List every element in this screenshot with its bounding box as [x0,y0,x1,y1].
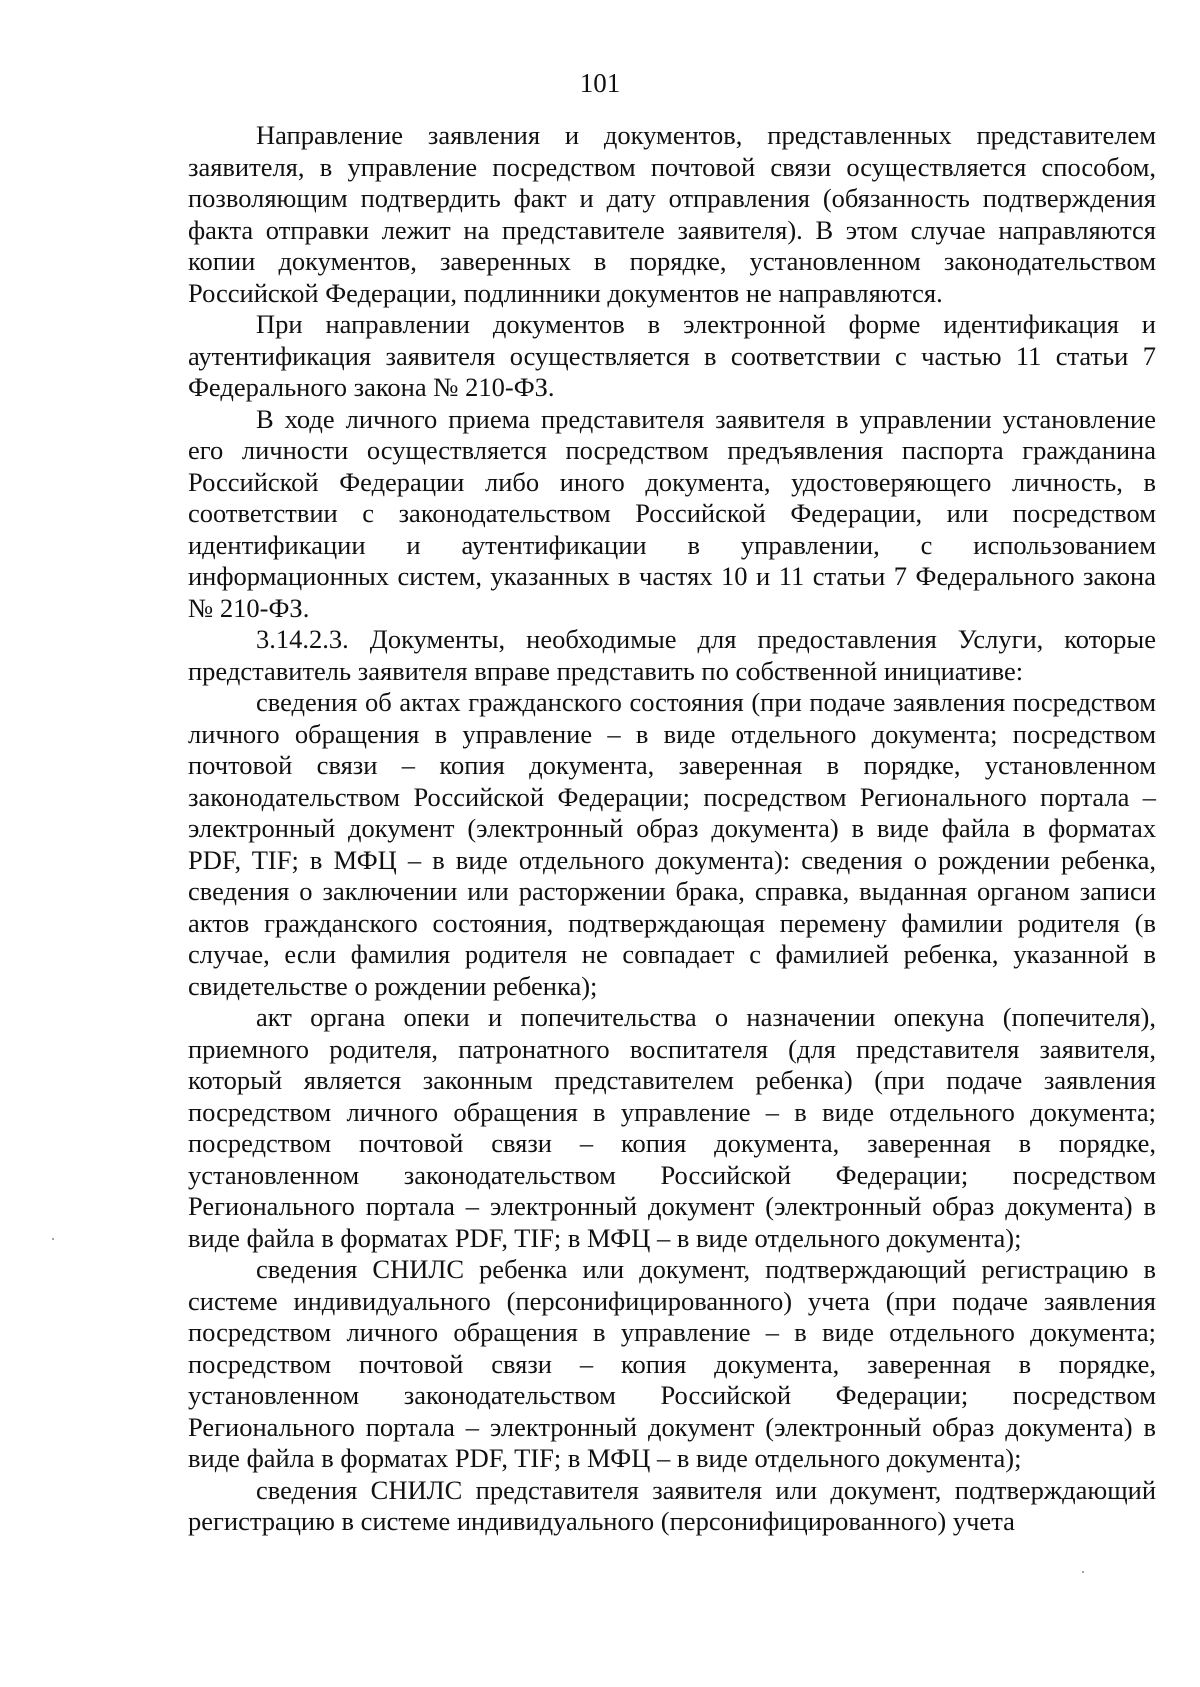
paragraph: сведения СНИЛС представителя заявителя или документ, подтверждающий регистрацию в системе индивидуального (персонифицированного) учета [188,1474,1156,1536]
scan-speck [52,1238,54,1240]
paragraph: В ходе личного приема представителя заявителя в управлении установление его личности осуществляется посредством предъявления паспорта гражданина Российской Федерации либо иного документа, удостоверяющего личность, в соответствии с законодательством Российской Федерации, или посредством идентификации и аутентификации в управлении, с использованием информационных систем, указанных в частях 10 и 11 статьи 7 Федерального закона № 210-ФЗ. [188,403,1156,623]
page-number: 101 [579,68,621,98]
document-body [188,120,1156,1538]
paragraph: При направлении документов в электронной форме идентификация и аутентификация заявителя осуществляется в соответствии с частью 11 статьи 7 Федерального закона № 210-ФЗ. [188,309,1156,402]
scan-speck [1082,1571,1084,1573]
paragraph: Направление заявления и документов, представленных представителем заявителя, в управление посредством почтовой связи осуществляется способом, позволяющим подтвердить факт и дату отправления (обязанность подтверждения факта отправки лежит на представителе заявителя). В этом случае направляются копии документов, заверенных в порядке, установленном законодательством Российской Федерации, подлинники документов не направляются. [188,120,1156,308]
paragraph: сведения об актах гражданского состояния (при подаче заявления посредством личного обращения в управление – в виде отдельного документа; посредством почтовой связи – копия документа, заверенная в порядке, установленном законодательством Российской Федерации; посредством Регионального портала – электронный документ (электронный образ документа) в виде файла в форматах PDF, TIF; в МФЦ – в виде отдельного документа): сведения о рождении ребенка, сведения о заключении или расторжении брака, справка, выданная органом записи актов гражданского состояния, подтверждающая перемену фамилии родителя (в случае, если фамилия родителя не совпадает с фамилией ребенка, указанной в свидетельстве о рождении ребенка); [188,687,1156,1001]
paragraph: акт органа опеки и попечительства о назначении опекуна (попечителя), приемного родителя, патронатного воспитателя (для представителя заявителя, который является законным представителем ребенка) (при подаче заявления посредством личного обращения в управление – в виде отдельного документа; посредством почтовой связи – копия документа, заверенная в порядке, установленном законодательством Российской Федерации; посредством Регионального портала – электронный документ (электронный образ документа) в виде файла в форматах PDF, TIF; в МФЦ – в виде отдельного документа); [188,1002,1156,1253]
paragraph: 3.14.2.3. Документы, необходимые для предоставления Услуги, которые представитель заявителя вправе представить по собственной инициативе: [188,624,1156,686]
paragraph: сведения СНИЛС ребенка или документ, подтверждающий регистрацию в системе индивидуального (персонифицированного) учета (при подаче заявления посредством личного обращения в управление – в виде отдельного документа; посредством почтовой связи – копия документа, заверенная в порядке, установленном законодательством Российской Федерации; посредством Регионального портала – электронный документ (электронный образ документа) в виде файла в форматах PDF, TIF; в МФЦ – в виде отдельного документа); [188,1254,1156,1473]
